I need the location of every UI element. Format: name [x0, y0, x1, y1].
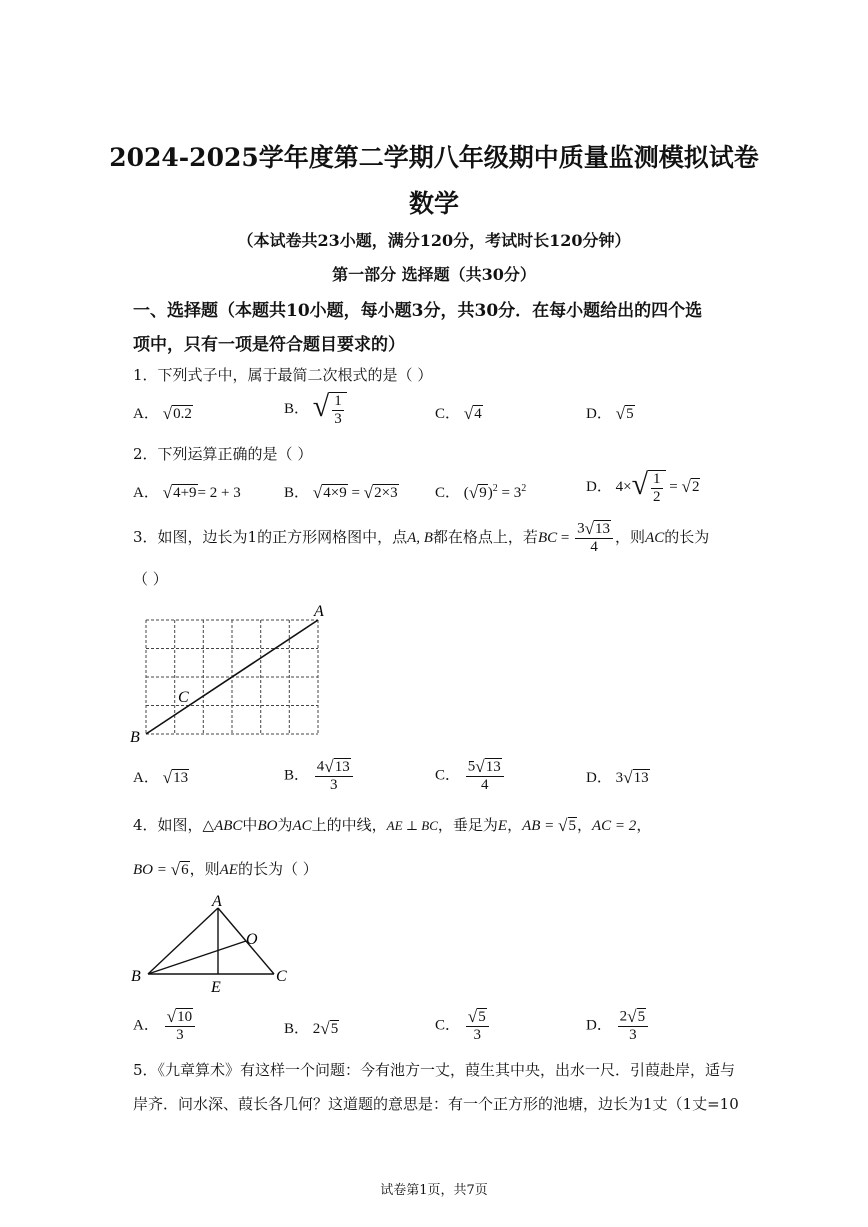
sqrt-expr: √ 4 — [463, 404, 482, 424]
denominator: 2 — [653, 488, 661, 505]
q2-option-d — [586, 470, 700, 505]
stem-text: 中 — [242, 816, 258, 834]
q3-stem — [133, 520, 709, 556]
radicand: 6 — [181, 861, 189, 878]
sqrt-expr: √ 5 — [615, 404, 634, 424]
label-b: B — [130, 729, 140, 746]
stem-text: 3．如图，边长为1的正方形网格图中，点 — [133, 527, 408, 546]
denominator: 3 — [334, 410, 342, 427]
option-label: C． — [435, 485, 461, 501]
radicand: 13 — [334, 759, 350, 775]
segment-ac: AC — [645, 529, 665, 546]
q2-option-b — [284, 481, 399, 503]
label-b: B — [131, 968, 141, 985]
triangle-abc: △ABC — [202, 818, 243, 834]
denominator: 3 — [629, 1027, 637, 1044]
radicand: 5 — [626, 406, 634, 423]
points: A, B — [407, 529, 433, 546]
option-label: A． — [133, 1017, 159, 1034]
q4-option-b — [284, 1017, 339, 1039]
radicand: 5 — [568, 817, 576, 834]
segment-bc: BC — [537, 529, 558, 546]
coefficient: 5 — [467, 758, 476, 775]
equals: = — [665, 478, 682, 495]
sqrt-expr: √ 2×3 — [363, 483, 398, 503]
segment-bo: BO — [257, 818, 278, 834]
exponent: 2 — [492, 483, 498, 494]
option-label: C． — [435, 1017, 461, 1034]
stem-text: 4．如图， — [133, 816, 203, 834]
option-label: D． — [586, 1017, 612, 1034]
stem-text: 的长为（ ） — [237, 860, 318, 878]
radicand: 13 — [595, 521, 611, 537]
radicand: 2 — [691, 479, 700, 496]
stem-text: 都在格点上，若 — [432, 527, 538, 546]
q3-paren: （ ） — [133, 570, 168, 588]
rhs: = 3 — [497, 485, 522, 501]
section-heading-line2: 项中，只有一项是符合题目要求的） — [133, 335, 405, 355]
sqrt-expr: √ 13 — [623, 768, 649, 788]
label-a: A — [212, 893, 222, 910]
q4-stem-line1: 4．如图，△ABC中BO为AC上的中线，AE ⊥ BC，垂足为E，AB = √ 5 ，AC = 2， — [133, 815, 652, 835]
stem-text: 的长为 — [664, 527, 710, 546]
coefficient: 2 — [619, 1008, 628, 1025]
q4-option-a: A． √ 10 3 — [133, 1008, 197, 1044]
q3-option-a — [133, 766, 189, 788]
sqrt-expr: √ 4×9 — [312, 483, 347, 503]
radicand: 5 — [330, 1021, 339, 1038]
numerator: 1 — [653, 471, 661, 487]
radicand: 13 — [485, 759, 501, 775]
option-label: B． — [284, 767, 310, 784]
q3-grid-figure — [126, 600, 336, 750]
rhs: = 2 + 3 — [197, 485, 241, 501]
q2-stem: 2．下列运算正确的是（ ） — [133, 445, 313, 463]
coefficient: 4 — [316, 758, 325, 775]
radicand: 13 — [633, 770, 649, 787]
ab-eq: AB = — [522, 818, 559, 834]
label-c: C — [178, 689, 189, 706]
stem-text: ，则 — [189, 860, 220, 878]
comma: ， — [507, 816, 523, 834]
option-label: D． — [586, 770, 612, 786]
perp-relation: AE ⊥ BC — [386, 818, 438, 833]
option-label: D． — [586, 478, 612, 495]
point-e: E — [497, 818, 508, 834]
q4-option-d: D． 2 √ 5 3 — [586, 1008, 650, 1044]
sqrt-expr: √ 0.2 — [162, 404, 192, 424]
q5-stem-line2: 岸齐．问水深、葭长各几何？这道题的意思是：有一个正方形的池塘，边长为1丈（1丈=10 — [133, 1095, 739, 1113]
sqrt-expr: √ $\frac{1}{2}$ — [632, 470, 666, 505]
stem-text: 为 — [277, 816, 293, 834]
part-heading: 第一部分 选择题（共30分） — [332, 265, 536, 284]
q4-option-c: C． √ 5 3 — [435, 1008, 491, 1044]
radicand: 0.2 — [173, 406, 192, 423]
coefficient: 3 — [615, 770, 624, 786]
comma: ， — [636, 816, 652, 834]
option-label: C． — [435, 406, 461, 422]
segment-ae: AE — [219, 862, 238, 878]
label-c: C — [276, 968, 287, 985]
option-label: B． — [284, 1021, 310, 1037]
stem-text: 上的中线， — [311, 816, 387, 834]
radicand: 9 — [479, 485, 487, 502]
q1-option-b — [284, 392, 347, 427]
sqrt-expr: √ 2 — [681, 477, 700, 497]
coefficient: 3 — [577, 520, 585, 537]
option-label: B． — [284, 400, 310, 417]
exponent: 2 — [521, 483, 527, 494]
option-label: A． — [133, 770, 159, 786]
median-bo — [148, 941, 246, 974]
section-heading-line1: 一、选择题（本题共10小题，每小题3分，共30分．在每小题给出的四个选 — [133, 301, 703, 321]
q1-option-a — [133, 402, 193, 424]
radicand: 5 — [478, 1009, 486, 1025]
label-o: O — [246, 931, 258, 948]
denominator: 3 — [473, 1027, 481, 1044]
q2-option-c: C． ( √ 9 )$^2 = 3^2$ — [435, 483, 527, 503]
q3-option-d — [586, 766, 650, 788]
radicand: 5 — [637, 1009, 646, 1025]
q4-triangle-figure — [126, 892, 301, 998]
q1-stem: 1．下列式子中，属于最简二次根式的是（ ） — [133, 366, 433, 384]
q2-option-a — [133, 481, 241, 503]
radicand: 2×3 — [374, 485, 398, 502]
q1-option-d — [586, 402, 635, 424]
radicand: 4+9 — [173, 485, 197, 502]
label-e: E — [211, 979, 221, 996]
page-footer: 试卷第1页，共7页 — [380, 1183, 488, 1198]
segment-ac: AC — [292, 818, 312, 834]
side-ab — [148, 908, 218, 974]
stem-text: ，垂足为 — [437, 816, 498, 834]
option-label: C． — [435, 767, 461, 784]
radicand: 4 — [474, 406, 482, 423]
sqrt-expr: √ 9 — [468, 483, 487, 503]
option-label: A． — [133, 485, 159, 501]
denominator: 3 — [176, 1027, 184, 1044]
denominator: 3 — [330, 777, 338, 794]
stem-text: ，则 — [615, 527, 646, 546]
exam-note: （本试卷共23小题，满分120分，考试时长120分钟） — [237, 231, 631, 250]
q1-option-c — [435, 402, 483, 424]
equals: = — [347, 485, 364, 501]
q3-option-c: C． 5 √ 13 4 — [435, 758, 506, 794]
coefficient: 4× — [615, 478, 632, 495]
sqrt-expr: √ 13 — [162, 768, 189, 788]
sqrt-expr: √ $\frac{1}{3}$ — [313, 392, 347, 427]
sqrt-expr: √ 5 — [320, 1019, 339, 1039]
radicand: 10 — [177, 1009, 193, 1025]
exam-subject: 数学 — [408, 189, 459, 218]
exam-title: 2024-2025学年度第二学期八年级期中质量监测模拟试卷 — [109, 143, 759, 172]
bo-eq: BO = — [133, 862, 171, 878]
sqrt-expr: √ 4+9 — [162, 483, 197, 503]
equals: = — [557, 529, 574, 546]
comma: ， — [577, 816, 593, 834]
radicand: 13 — [173, 770, 189, 787]
ac-eq: AC = 2 — [592, 818, 637, 834]
q5-stem-line1: 5．《九章算术》有这样一个问题：今有池方一丈，葭生其中央，出水一尺．引葭赴岸，适与 — [133, 1061, 736, 1079]
denominator: 4 — [590, 539, 598, 556]
bc-fraction: 3 √ 13 4 — [575, 520, 613, 556]
denominator: 4 — [481, 777, 489, 794]
radicand: 4×9 — [323, 485, 347, 502]
coefficient: 2 — [312, 1021, 321, 1037]
q4-stem-line2: BO = √ 6 ，则AE的长为（ ） — [133, 859, 318, 879]
label-a: A — [314, 603, 324, 620]
option-label: A． — [133, 406, 159, 422]
option-label: B． — [284, 485, 310, 501]
numerator: 1 — [334, 393, 342, 409]
option-label: D． — [586, 406, 612, 422]
q3-option-b: B． 4 √ 13 3 — [284, 758, 355, 794]
